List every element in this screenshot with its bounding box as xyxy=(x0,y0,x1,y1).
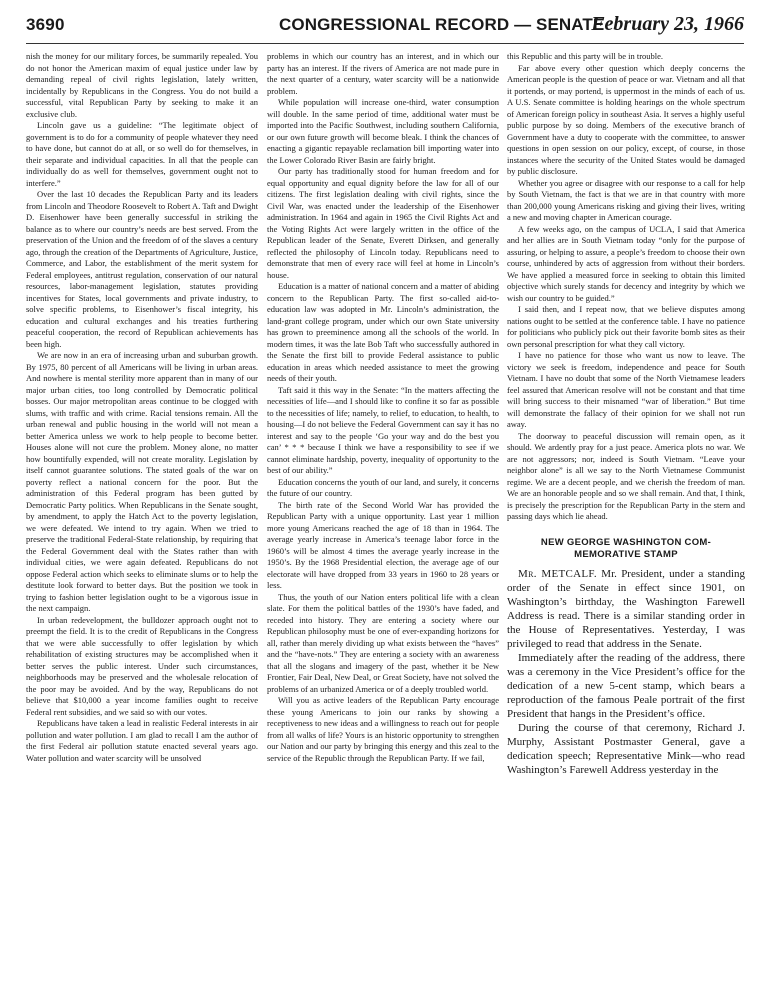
section-heading-line-1: NEW GEORGE WASHINGTON COM- xyxy=(540,536,712,548)
column3-paragraph: Far above every other question which deeply concerns the American people is the question of peace or war. Vietnam and all that it portends, or may portend, is uppermost in the minds of each of us. A U.S. Senate committee is holding hearings on the whole spectrum of American foreign policy in southeast Asia. It serves a highly useful public purpose by so doing. Members of the executive branch of Government have a duty to cooperate with the committee, to answer questions in open session on our policy, except, of course, in those instances where the security of the United States would be damaged by public disclosure. xyxy=(507,62,745,176)
column3-paragraph: Whether you agree or disagree with our response to a call for help by South Vietnam, the fact is that we are in that country with more than 200,000 young Americans risking and giving their lives, writing a new and moving chapter in American courage. xyxy=(507,177,745,222)
column2-paragraph: While population will increase one-third, water consumption will double. In the same period of time, additional water must be imported into the Pacific Southwest, including southern California, or our own future growth will become bleak. I think the chances of enacting a gigantic repayable reclamation bill importing water into the Lower Colorado River Basin are fairly bright. xyxy=(267,97,499,165)
page-number: 3690 xyxy=(26,15,65,34)
column1-paragraph: Lincoln gave us a guideline: “The legitimate object of government is to do for a community of people whatever they need to have done, but cannot do at all, or so well do for themselves, in their separate and individual capacities. In all that the people can individually do as well for themselves, government ought not to interfere.” xyxy=(26,120,258,188)
section-paragraph-1 xyxy=(507,567,745,651)
column1-paragraph: Over the last 10 decades the Republican Party and its leaders from Lincoln and Theodore Roosevelt to Robert A. Taft and Dwight D. Eisenhower have been generally successful in striking the balance as to where our country’s needs are best served. From the preservation of the Union and the freedom of of the slaves a century ago, through the creation of the Departments of Agriculture, Justice, Commerce, and Labor, the establishment of the merit system for Federal employees, antitrust regulation, conservation of our natural resources, labor-management legislation, statutes providing incentives for States, local governments and private industry, to solve specific problems, to Eisenhower’s fiscal integrity, his education and cultural exchanges and his treaties furthering peaceful cooperation, the record of Republican achievements has been high. xyxy=(26,189,258,349)
section-heading-line-2: MEMORATIVE STAMP xyxy=(574,548,678,560)
section-paragraph-1-text: Mr. President, under a standing order of the Senate in effect since 1901, on Washington’s birthday, the Washington Farewell Address is read. There is a similar standing order in the House of Representatives. Yesterday, I was privileged to read that address in the Senate. xyxy=(507,567,745,650)
column3-paragraph: A few weeks ago, on the campus of UCLA, I said that America and her allies are in South Vietnam today “only for the purpose of assuring, or helping to assure, a people’s freedom to choose their own course, unhindered by acts of aggression from without their borders. We have applied a measured force in seeking to obtain this limited objective which surely stands for decency and integrity by which we wish our country to be guided.” xyxy=(507,223,745,303)
section-heading xyxy=(507,537,745,561)
column3-paragraph: The doorway to peaceful discussion will remain open, as it should. We ardently pray for a just peace. America plots no war. We are not aggressors; nor, indeed is South Vietnam. “Leave your neighbor alone” is all we say to the North Vietnamese Communist regime. We are a decent people, and we cherish the freedom of man. We are an honorable people and so we shall remain. And that, I think, is precisely the prescription for the Republican Party in the stern and passing days which lie ahead. xyxy=(507,430,745,521)
speaker-name: Mr. METCALF. xyxy=(518,567,597,580)
text-column-3 xyxy=(507,51,745,986)
column2-paragraph: The birth rate of the Second World War has provided the Republican Party with a unique opportunity. Last year 1 million more young Americans reached the age of 18 than in 1964. The average yearly increase in America’s teenage labor force in the 1960’s will be almost 4 times the average yearly increase in the 1950’s. By the 1968 Presidential election, the average age of our electorate will have dropped from 33 years in 1960 to 28 years or less. xyxy=(267,499,499,590)
header-rule xyxy=(26,43,744,44)
column3-paragraph: I have no patience for those who want us now to leave. The victory we seek is freedom, independence and peace for South Vietnam. I have no doubt that some of the North Vietnamese leaders feel assured that American resolve will not be constant and that time will bring success to their misnamed “war of liberation.” But time will demonstrate the fallacy of their opinion for we shall not run away. xyxy=(507,350,745,429)
column1-paragraph: In urban redevelopment, the bulldozer approach ought not to preempt the field. It is to the credit of Republicans in the Congress that we were able successfully to offer legislation by which rehabilitation of existing structures may be accomplished when it better serves the public interest. Under such circumstances, neighborhoods may be preserved and the wholesale relocation of the poor may be avoided. And by the way, Republicans do not believe that $10,000 a year income families ought to receive Federal rent subsidies, and we said so with our votes. xyxy=(26,614,258,717)
journal-title: CONGRESSIONAL RECORD — SENATE xyxy=(279,15,605,34)
section-paragraph-2: Immediately after the reading of the address, there was a ceremony in the Vice President’s office for the dedication of a new 5-cent stamp, which bears a reproduction of the famous Peale portrait of the first President that hangs in the President’s office. xyxy=(507,651,745,720)
column2-paragraph: Thus, the youth of our Nation enters political life with a clean slate. For them the political battles of the 1930’s have faded, and receded into history. They are entering a society where our Republican philosophy must be one of ever-expanding horizons for all, rather than merely dividing up what exists between the “haves” and the “have-nots.” They are entering a society with an awareness that all the slogans and imagery of the past, whether it be New Frontier, Fair Deal, New Deal, or Great Society, have not solved the problems of an urbanized America or of a deeply troubled world. xyxy=(267,591,499,694)
column2-paragraph: Taft said it this way in the Senate: “In the matters affecting the necessities of life—and I should like to confine it so far as possible to the necessities of life; namely, to relief, to education, to health, to housing—I do not believe the Federal Government can say it has no interest and say to the people ‘Go your way and do the best you can’ * * * because I think we have a responsibility to see if we cannot eliminate hardship, poverty, inequality of opportunity to the best of our ability.” xyxy=(267,384,499,475)
text-column-1 xyxy=(26,51,258,986)
page-header xyxy=(26,6,744,42)
column-3-body xyxy=(507,51,745,523)
section-paragraph-3: During the course of that ceremony, Richard J. Murphy, Assistant Postmaster General, gave a dedication speech; Representative Mink—who read Washington’s Farewell Address yesterday in the xyxy=(507,721,745,776)
column3-paragraph: I said then, and I repeat now, that we believe disputes among nations ought to be settled at the conference table. I have no patience for politicians who publicly pick out their favorite bomb sites as their own personal prescription for what they call victory. xyxy=(507,304,745,349)
column2-paragraph: Our party has traditionally stood for human freedom and for equal opportunity and equal dignity before the law for all of our citizens. The first legislation dealing with civil rights, since the Civil War, was enacted under the leadership of the Eisenhower administration. In 1964 and again in 1965 the Civil Rights Act and the Voting Rights Act were largely written in the office of the Republican leader of the Senate, Everett Dirksen, and generally reflected the philosophy of Lincoln today. Republicans need to demonstrate that men of every race will feel at home in Lincoln’s house. xyxy=(267,166,499,280)
column3-paragraph: this Republic and this party will be in trouble. xyxy=(507,51,664,61)
column1-paragraph: nish the money for our military forces, be summarily repealed. You do not honor the American maxim of equal justice under law by demanding repeal of civil rights legislation, lately written, incidentally by Republicans in the Congress. You do not build a successful, vital Republican Party by seeking to make it an exclusive club. xyxy=(26,51,258,119)
column1-paragraph: We are now in an era of increasing urban and suburban growth. By 1975, 80 percent of all Americans will be living in urban areas. And nowhere is mental sterility more apparent than in many of our major urban cities, too long controlled by Democratic political bosses. Our major metropolitan areas continue to be clogged with slums, with traffic and with crime. Racial tensions remain. All the urban renewal and public housing in the world will not mean a better America unless we work to help people to become better. Houses alone will not cure the problem. Money alone, no matter how bountifully expended, will not create morality. Legislation by itself cannot guarantee solutions. The stated goals of the war on poverty reflect a national concern for the poor. But the administration of this Federal program has been gutted by Democratic Party politics. When Republicans in the Senate sought, by amendment, to apply the Hatch Act to the poverty legislation, we were defeated. We intend to try again. When we tried to preserve the traditional Federal-State relationship, by requiring that the Federal Government deal with the States rather than with individual cities, we were again defeated. Republicans do not oppose Federal action which seeks to eliminate slums or to help the destitute look forward to better days. But the position we took in trying to fashion better legislation ought to be a vigorous issue in the next campaign. xyxy=(26,350,258,613)
issue-date: February 23, 1966 xyxy=(591,13,744,35)
text-column-2 xyxy=(267,51,499,986)
column2-paragraph: problems in which our country has an interest, and in which our party has an interest. If the rivers of America are not made pure in the next quarter of a century, water scarcity will be a nationwide problem. xyxy=(267,51,499,96)
column1-paragraph: Republicans have taken a lead in realistic Federal interests in air pollution and water pollution. I am glad to recall I am the author of the first Federal air pollution statute enacted several years ago. Water pollution and water scarcity will be unsolved xyxy=(26,718,258,763)
column2-paragraph: Education is a matter of national concern and a matter of abiding concern to the Republican Party. The first so-called aid-to-education law was adopted in Mr. Lincoln’s administration, the land-grant college program, under which our own State university has grown to preeminence among all the schools of the world. In modern times, it was the late Bob Taft who successfully authored in the Senate the first bill to provide Federal assistance to public education in areas which needed assistance to meet the growing needs of their youth. xyxy=(267,281,499,383)
column2-paragraph: Education concerns the youth of our land, and surely, it concerns the future of our country. xyxy=(267,476,499,498)
column2-paragraph: Will you as active leaders of the Republican Party encourage these young Americans to join our ranks by showing a receptiveness to new ideas and a willingness to reach out for people from all walks of life? Yours is an historic opportunity to strengthen our Nation and our party by bringing this energy and this zeal to the service of the Republic through the Republican Party. If we fail, xyxy=(267,695,499,763)
